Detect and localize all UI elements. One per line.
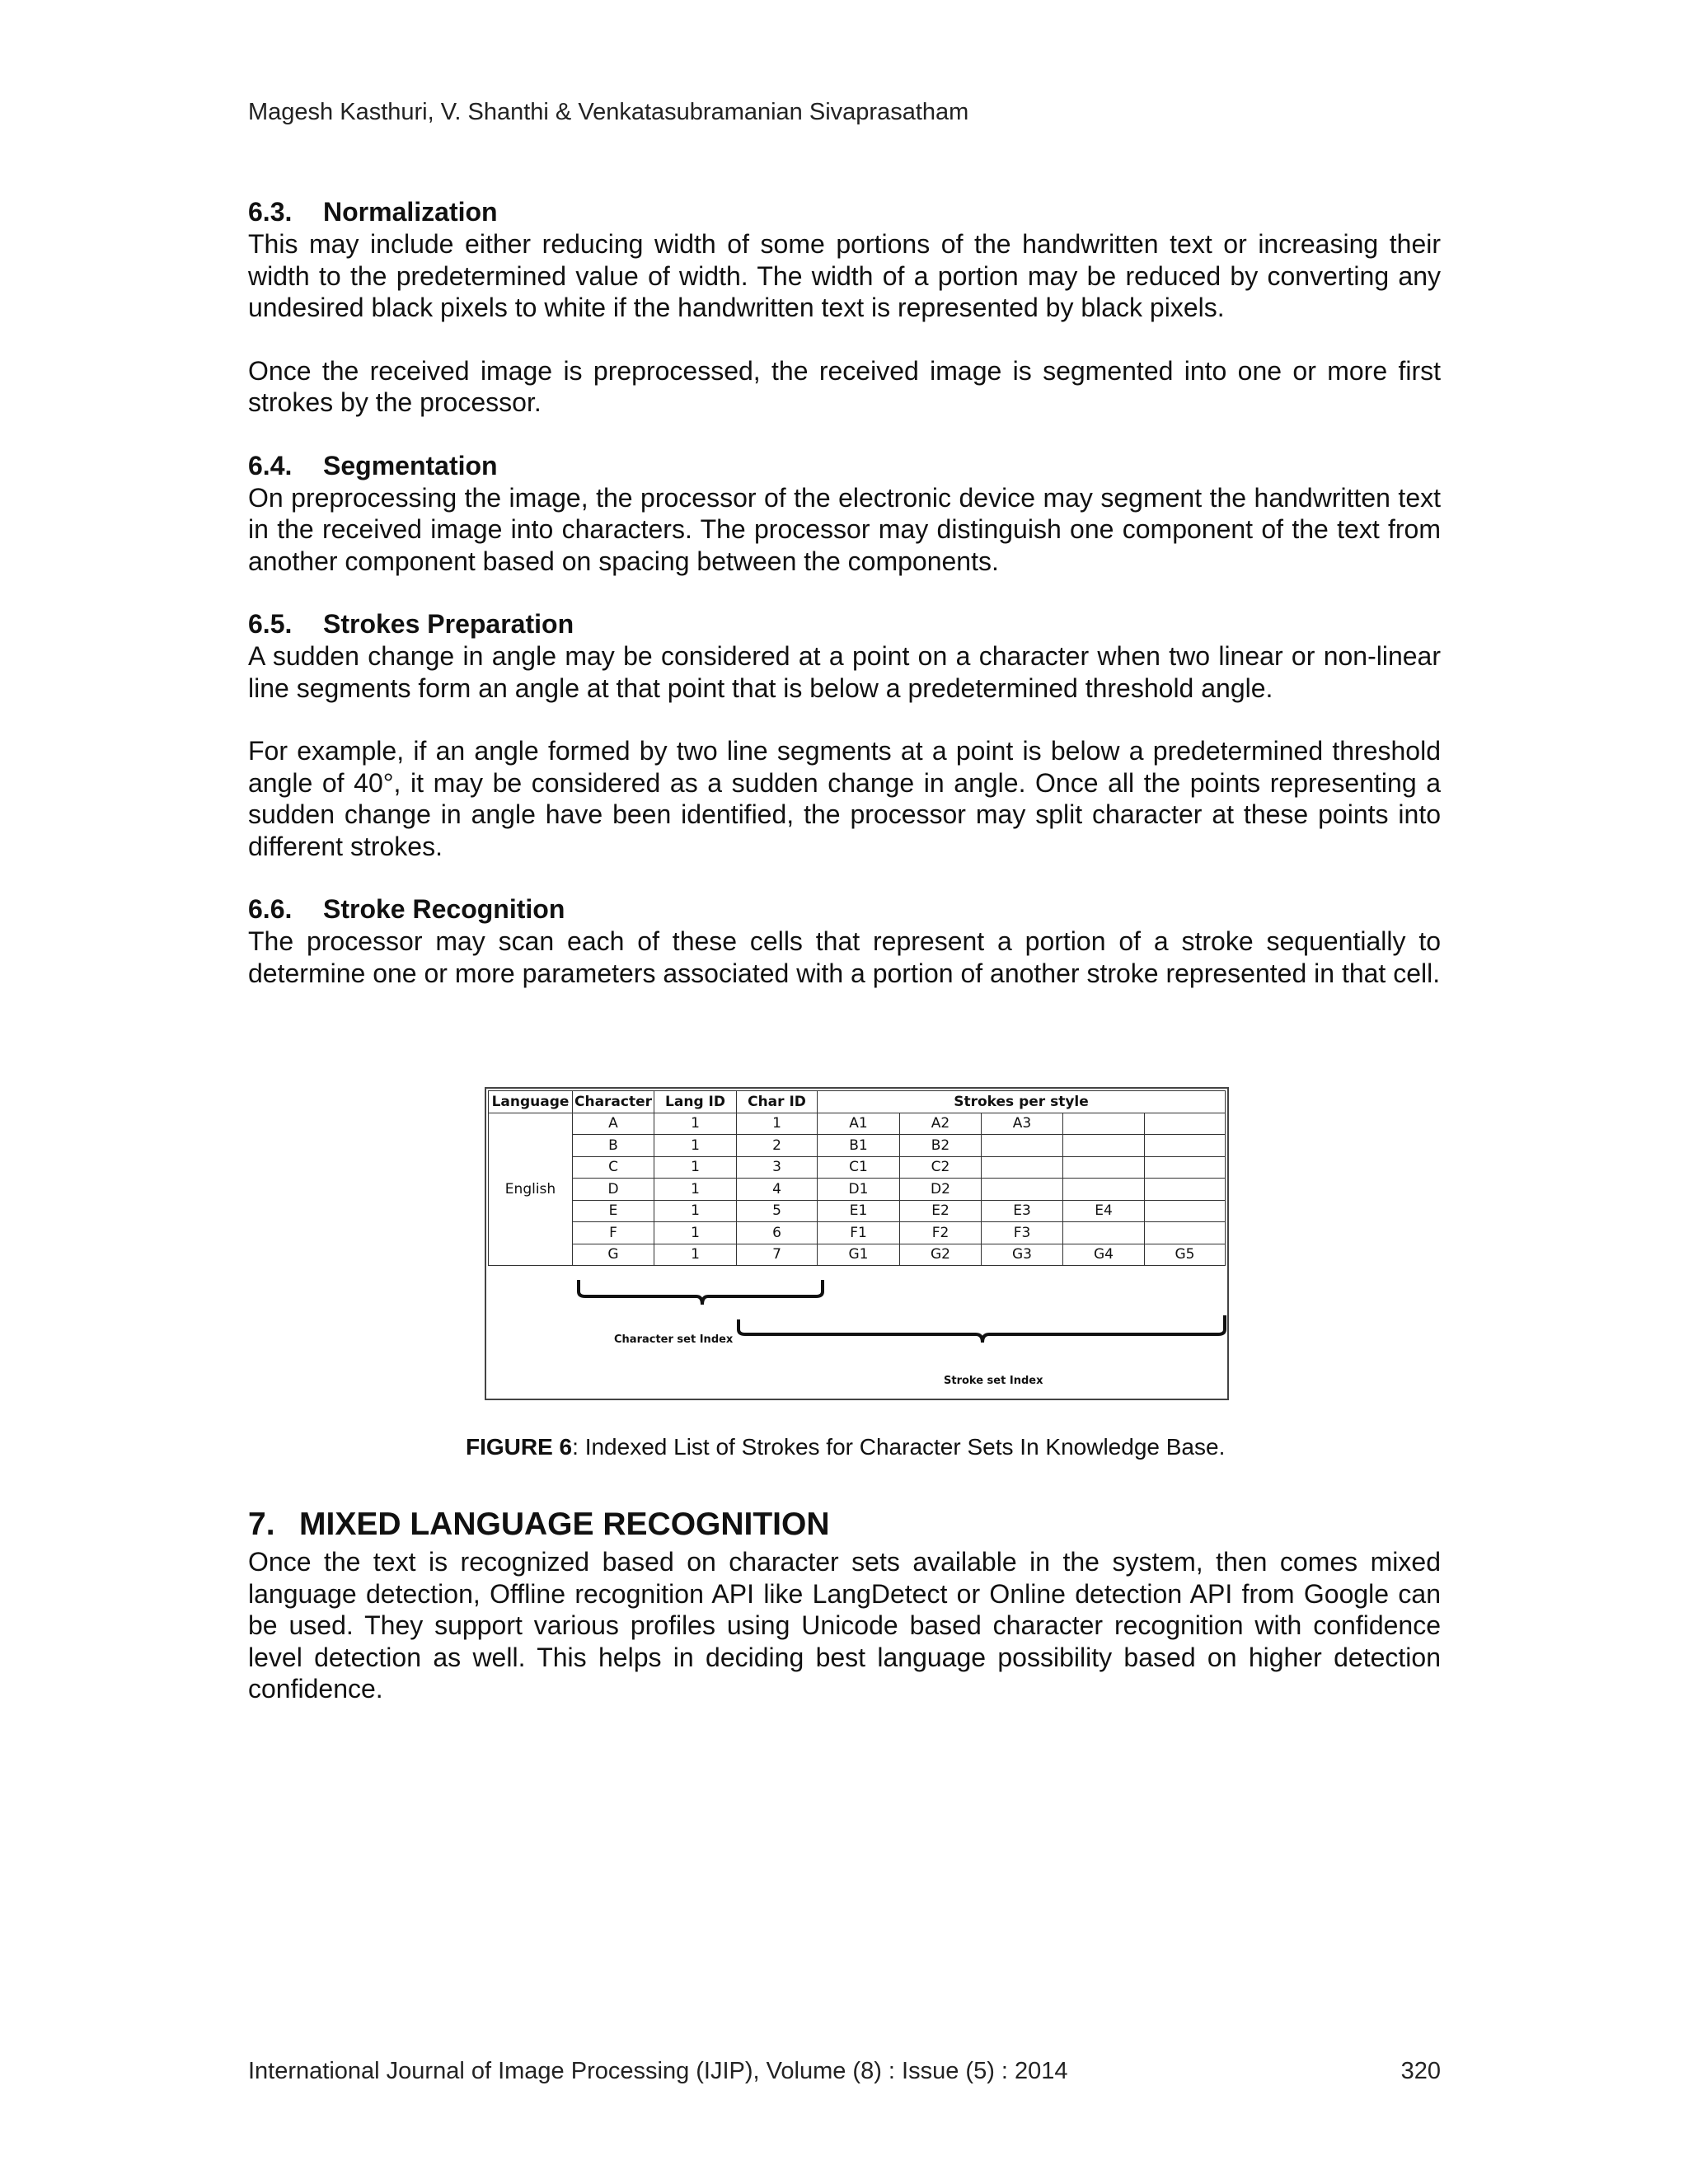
header-lang-id: Lang ID [654, 1091, 737, 1113]
stroke-cell: C2 [900, 1156, 982, 1179]
paragraph: The processor may scan each of these cells that represent a portion of a stroke sequentially to determine one or more parameters associated with a portion of another stroke represented in that cell. [248, 926, 1441, 988]
stroke-cell: G3 [982, 1244, 1063, 1266]
page-number: 320 [1400, 2058, 1441, 2084]
stroke-cell: E1 [818, 1200, 900, 1222]
stroke-cell: A3 [982, 1113, 1063, 1135]
section-number: 7. [248, 1507, 275, 1542]
char-id-cell: 3 [737, 1156, 818, 1179]
section-number: 6.4. [248, 450, 293, 480]
paragraph: On preprocessing the image, the processor of the electronic device may segment the handwritten text in the received image into characters. The processor may distinguish one component of the text from another component based on spacing between the components. [248, 482, 1441, 576]
journal-citation: International Journal of Image Processing (IJIP), Volume (8) : Issue (5) : 2014 [248, 2058, 1068, 2084]
lang-id-cell: 1 [654, 1179, 737, 1201]
character-cell: B [573, 1135, 654, 1157]
char-id-cell: 6 [737, 1222, 818, 1244]
character-cell: F [573, 1222, 654, 1244]
paragraph: A sudden change in angle may be considered at a point on a character when two linear or non-linear line segments form an angle at that point that is below a predetermined threshold angle. [248, 641, 1441, 703]
stroke-cell: G2 [900, 1244, 982, 1266]
stroke-cell: C1 [818, 1156, 900, 1179]
lang-id-cell: 1 [654, 1113, 737, 1135]
character-cell: D [573, 1179, 654, 1201]
section-7-body [248, 1546, 1441, 1736]
stroke-cell: F1 [818, 1222, 900, 1244]
section-number: 6.5. [248, 609, 293, 639]
section-heading-7 [248, 1507, 830, 1543]
language-cell: English [489, 1113, 573, 1266]
char-id-cell: 2 [737, 1135, 818, 1157]
stroke-set-index-label: Stroke set Index [944, 1375, 1043, 1387]
char-id-cell: 5 [737, 1200, 818, 1222]
lang-id-cell: 1 [654, 1200, 737, 1222]
stroke-cell: F3 [982, 1222, 1063, 1244]
caption-text: : Indexed List of Strokes for Character Sets In Knowledge Base. [572, 1434, 1226, 1460]
lang-id-cell: 1 [654, 1135, 737, 1157]
header-character: Character [573, 1091, 654, 1113]
stroke-cell: B1 [818, 1135, 900, 1157]
header-strokes-per-style: Strokes per style [818, 1091, 1226, 1113]
section-heading-6-5 [248, 608, 1441, 640]
index-braces [486, 1089, 1228, 1400]
stroke-cell: E2 [900, 1200, 982, 1222]
header-language: Language [489, 1091, 573, 1113]
section-number: 6.3. [248, 197, 293, 227]
character-set-brace [579, 1280, 823, 1305]
char-id-cell: 7 [737, 1244, 818, 1266]
section-title: Strokes Preparation [323, 609, 574, 639]
stroke-cell: A1 [818, 1113, 900, 1135]
lang-id-cell: 1 [654, 1222, 737, 1244]
paragraph: This may include either reducing width of some portions of the handwritten text or increasing their width to the predetermined value of width. The width of a portion may be reduced by converting any undesired black pixels to white if the handwritten text is represented by black pixels. [248, 229, 1441, 322]
paragraph: Once the text is recognized based on character sets available in the system, then comes mixed language detection, Offline recognition API like LangDetect or Online detection API from Google can be used. They support various profiles using Unicode based character recognition with confidence level detection as well. This helps in deciding best language possibility based on higher detection confidence. [248, 1547, 1441, 1704]
char-id-cell: 1 [737, 1113, 818, 1135]
figure-6 [485, 1087, 1229, 1400]
stroke-cell: G5 [1145, 1244, 1226, 1266]
stroke-cell: F2 [900, 1222, 982, 1244]
body-content [248, 196, 1441, 1020]
section-heading-6-3 [248, 196, 1441, 228]
stroke-cell: G4 [1063, 1244, 1145, 1266]
character-cell: E [573, 1200, 654, 1222]
paragraph: For example, if an angle formed by two line segments at a point is below a predetermined threshold angle of 40°, it may be considered as a sudden change in angle. Once all the points representing a sudden change in angle have been identified, the processor may split character at these points into different strokes. [248, 736, 1441, 861]
stroke-cell: B2 [900, 1135, 982, 1157]
section-title: Segmentation [323, 450, 498, 480]
stroke-cell: A2 [900, 1113, 982, 1135]
lang-id-cell: 1 [654, 1156, 737, 1179]
stroke-cell: D2 [900, 1179, 982, 1201]
stroke-cell: G1 [818, 1244, 900, 1266]
section-heading-6-6 [248, 893, 1441, 926]
character-set-index-label: Character set Index [614, 1333, 734, 1346]
character-cell: A [573, 1113, 654, 1135]
lang-id-cell: 1 [654, 1244, 737, 1266]
stroke-set-brace [738, 1315, 1225, 1343]
header-char-id: Char ID [737, 1091, 818, 1113]
stroke-cell: E4 [1063, 1200, 1145, 1222]
running-footer [248, 2058, 1441, 2085]
section-heading-6-4 [248, 450, 1441, 482]
section-title: Stroke Recognition [323, 894, 565, 924]
section-number: 6.6. [248, 894, 293, 924]
section-title: Normalization [323, 197, 498, 227]
running-header: Magesh Kasthuri, V. Shanthi & Venkatasubramanian Sivaprasatham [248, 99, 969, 125]
section-title: MIXED LANGUAGE RECOGNITION [299, 1507, 830, 1542]
paragraph: Once the received image is preprocessed, the received image is segmented into one or more first strokes by the processor. [248, 355, 1441, 417]
character-cell: G [573, 1244, 654, 1266]
figure-caption [466, 1434, 1225, 1460]
char-id-cell: 4 [737, 1179, 818, 1201]
caption-label: FIGURE 6 [466, 1434, 573, 1460]
stroke-cell: E3 [982, 1200, 1063, 1222]
stroke-cell: D1 [818, 1179, 900, 1201]
character-cell: C [573, 1156, 654, 1179]
